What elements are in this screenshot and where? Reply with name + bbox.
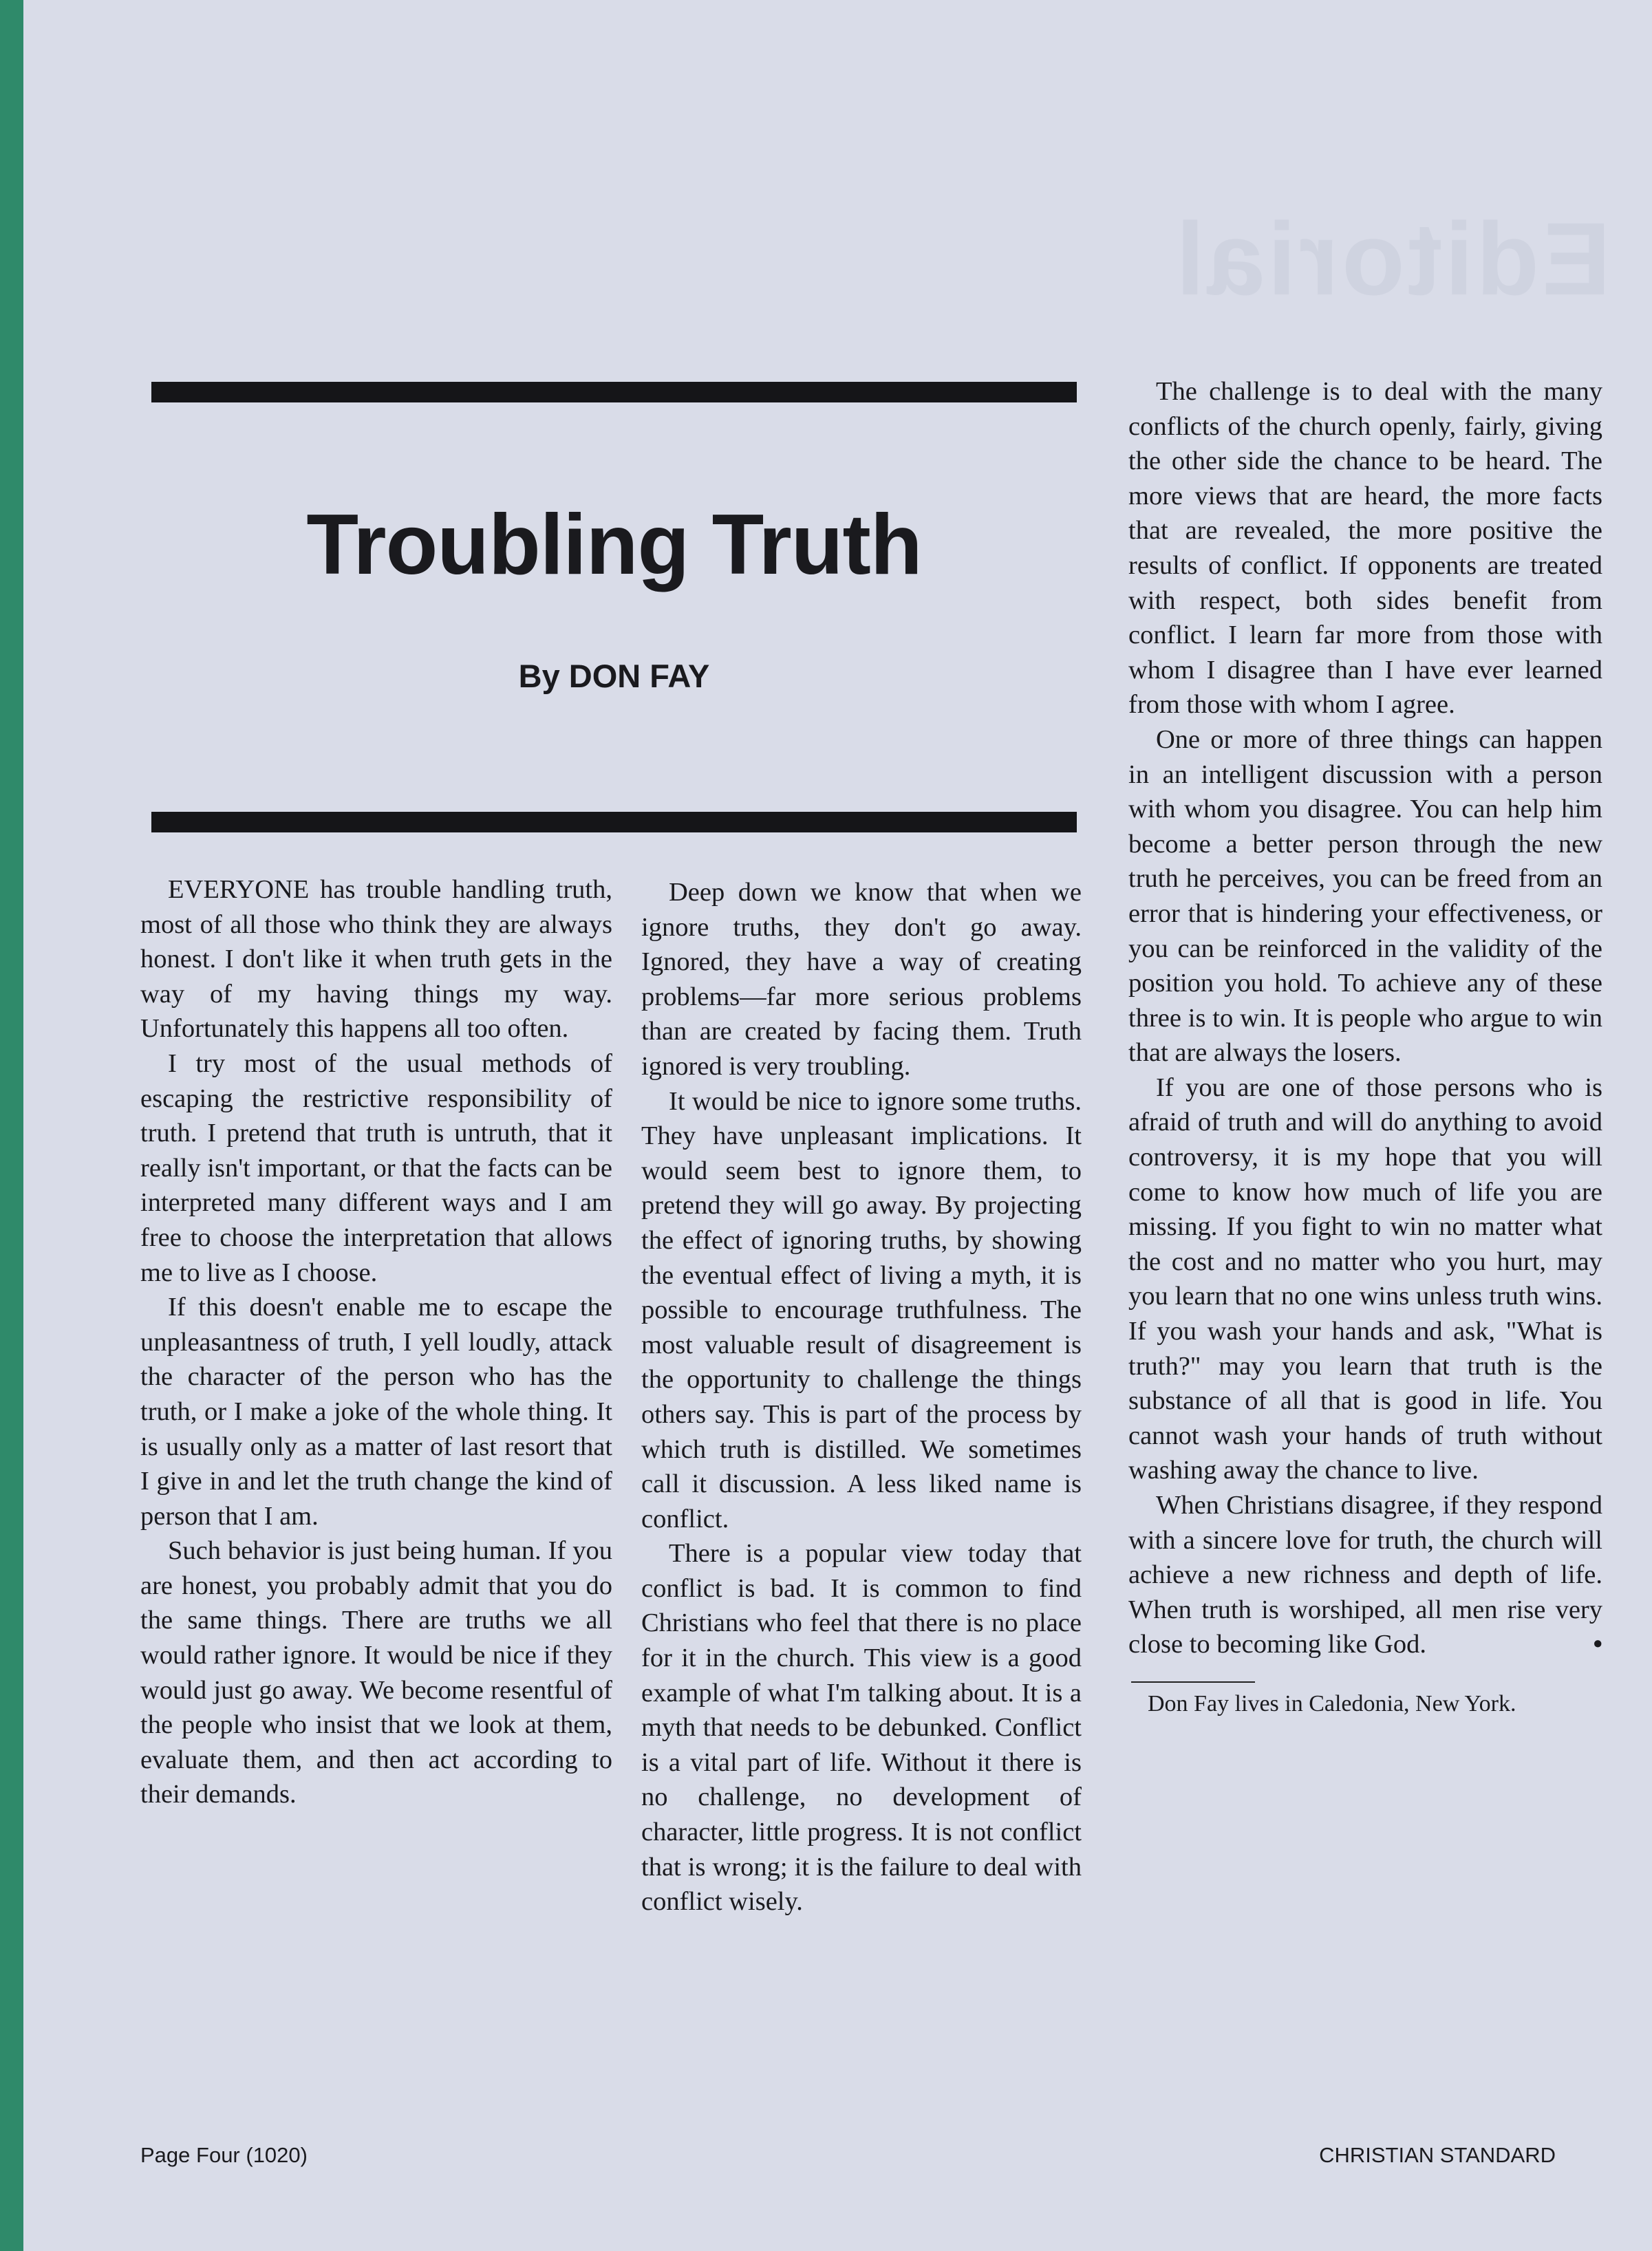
column-2 (641, 875, 1082, 1919)
paragraph: If this doesn't enable me to escape the unpleasantness of truth, I yell loudly, attack the character of the person who has the truth, or I make a joke of the whole thing. It is usually only as a matter of last resort that I give in and let the truth change the kind of person that I am. (140, 1293, 612, 1531)
paragraph (1128, 1488, 1602, 1662)
paragraph-text: When Christians disagree, if they respond with a sincere love for truth, the church will achieve a new richness and depth of life. When truth is worshiped, all men rise very close to becoming like God. (1128, 1491, 1602, 1659)
paragraph: There is a popular view today that conflict is bad. It is common to find Christians who feel that there is no place for it in the church. This view is a good example of what I'm talking about. It is a myth that needs to be debunked. Conflict is a vital part of life. Without it there is no challenge, no development of character, little progress. It is not conflict that is wrong; it is the failure to deal with conflict wisely. (641, 1539, 1082, 1917)
paragraph: Such behavior is just being human. If you are honest, you probably admit that you do the same things. There are truths we all would rather ignore. It would be nice if they would just go away. We become resentful of the people who insist that we look at them, evaluate them, and then act according to their demands. (140, 1536, 612, 1809)
column-3 (1128, 374, 1602, 1720)
bottom-rule (151, 812, 1077, 832)
magazine-page (23, 0, 1652, 2251)
paragraph: I try most of the usual methods of escaping the restrictive responsibility of truth. I pretend that truth is untruth, that it really isn't important, or that the facts can be interpreted many different ways and I am free to choose the interpretation that allows me to live as I choose. (140, 1048, 612, 1287)
article-title: Troubling Truth (306, 497, 922, 592)
paragraph: If you are one of those persons who is afraid of truth and will do anything to avoid controversy, it is my hope that you will come to know how much of life you are missing. If you fight to win no matter what the cost and no matter who you hurt, may you learn that no one wins unless truth wins. If you wash your hands and ask, "What is truth?" may you learn that truth is the substance of all that is good in life. You cannot wash your hands of truth without washing away the chance to live. (1128, 1073, 1602, 1485)
author-note: Don Fay lives in Caledonia, New York. (1148, 1690, 1516, 1716)
note-divider (1131, 1681, 1255, 1683)
column-1 (140, 872, 612, 1812)
paragraph: Deep down we know that when we ignore truths, they don't go away. Ignored, they have a way of creating problems—far more serious problems than are created by facing them. Truth ignored is very troubling. (641, 878, 1082, 1081)
paragraph: It would be nice to ignore some truths. They have unpleasant implications. It would seem best to ignore them, to pretend they will go away. By projecting the effect of ignoring truths, by showing the eventual effect of living a myth, it is possible to encourage truthfulness. The most valuable result of disagreement is the opportunity to challenge the things others say. This is part of the process by which truth is distilled. We sometimes call it discussion. A less liked name is conflict. (641, 1086, 1082, 1533)
paragraph: EVERYONE has trouble handling truth, most of all those who think they are always honest. I don't like it when truth gets in the way of my having things my way. Unfortunately this happens all too often. (140, 875, 612, 1044)
page-number: Page Four (1020) (140, 2143, 308, 2167)
publication-name: CHRISTIAN STANDARD (1319, 2143, 1556, 2167)
top-rule (151, 382, 1077, 402)
bleed-through-text: Editorial (1172, 201, 1611, 316)
article-byline: By DON FAY (518, 658, 710, 694)
paragraph: The challenge is to deal with the many conflicts of the church openly, fairly, giving the other side the chance to be heard. The more views that are heard, the more facts that are revealed, the more positive the results of conflict. If opponents are treated with respect, both sides benefit from conflict. I learn far more from those with whom I disagree than I have ever learned from those with whom I agree. (1128, 377, 1602, 720)
paragraph: One or more of three things can happen in an intelligent discussion with a person with whom you disagree. You can help him become a better person through the new truth he perceives, you can be freed from an error that is hindering your effectiveness, or you can be reinforced in the validity of the position you hold. To achieve any of these three is to win. It is people who argue to win that are always the losers. (1128, 724, 1602, 1068)
end-mark: • (1593, 1630, 1602, 1659)
